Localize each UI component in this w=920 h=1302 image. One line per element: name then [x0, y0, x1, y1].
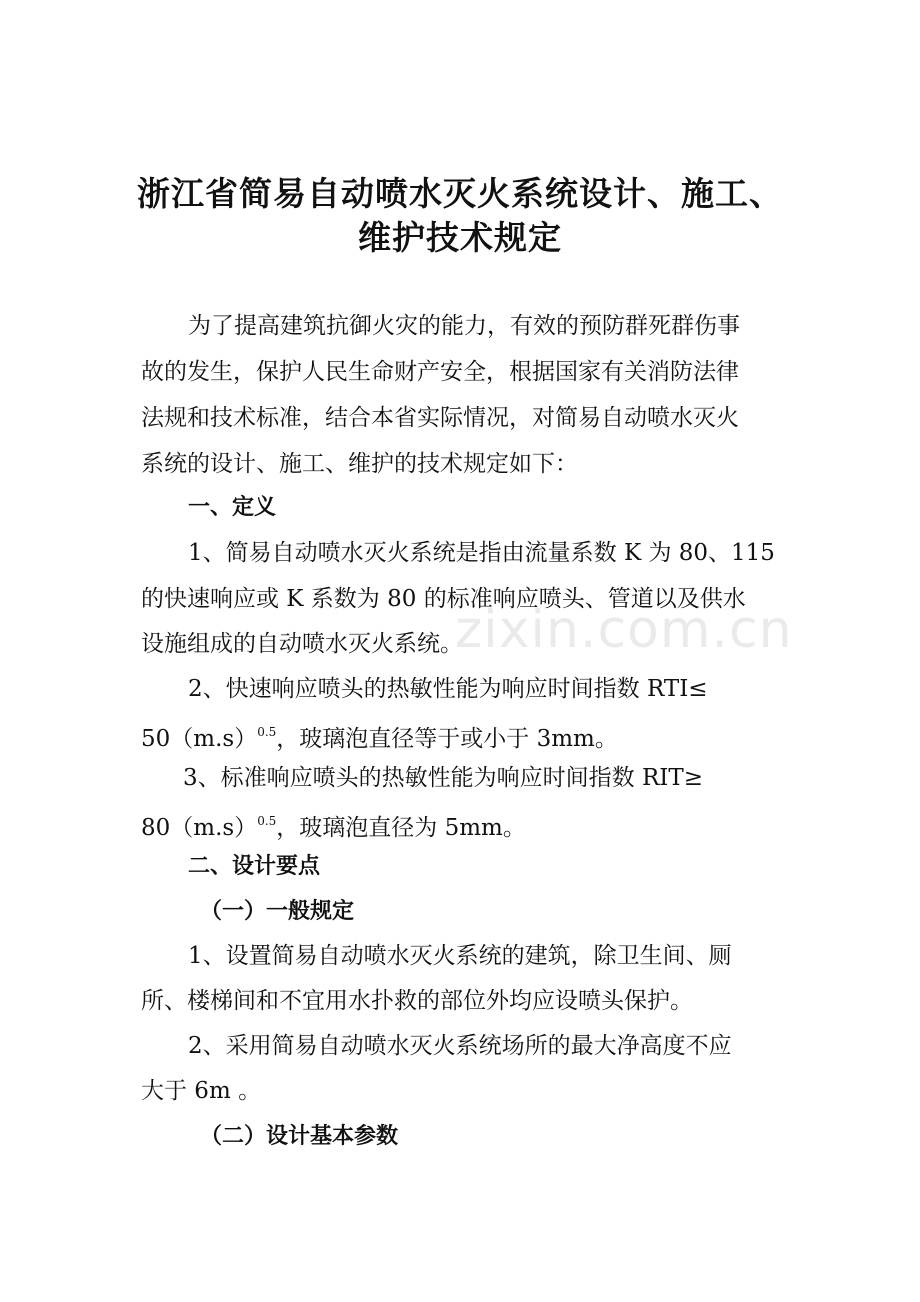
item2-remainder: ，玻璃泡直径等于或小于 3mm。	[276, 726, 618, 752]
general-item2-line1: 2、采用简易自动喷水灭火系统场所的最大净高度不应	[188, 1033, 732, 1059]
definition-item2-line2	[141, 717, 801, 754]
general-item2-line2: 大于 6m 。	[141, 1078, 262, 1104]
section2-heading: 二、设计要点	[188, 854, 321, 879]
definition-item1-line2: 的快速响应或 K 系数为 80 的标准响应喷头、管道以及供水	[141, 586, 746, 612]
item2-unit: 50（m.s）	[141, 726, 258, 752]
intro-line-2: 故的发生，保护人民生命财产安全，根据国家有关消防法律	[141, 359, 739, 385]
intro-line-3: 法规和技术标准，结合本省实际情况，对简易自动喷水灭火	[141, 405, 739, 431]
item2-exponent: 0.5	[257, 725, 277, 739]
definition-item2-line1: 2、快速响应喷头的热敏性能为响应时间指数 RTI≤	[188, 676, 708, 702]
definition-item3-line1: 3、标准响应喷头的热敏性能为响应时间指数 RIT≥	[183, 765, 703, 791]
subsection1-heading: （一）一般规定	[200, 899, 355, 924]
watermark: zixin.com.cn	[455, 600, 793, 660]
document-title-line1: 浙江省简易自动喷水灭火系统设计、施工、	[137, 174, 783, 213]
intro-line-4: 系统的设计、施工、维护的技术规定如下：	[141, 451, 578, 477]
subsection2-heading: （二）设计基本参数	[200, 1124, 399, 1149]
document-title-line2: 维护技术规定	[358, 218, 562, 257]
item3-exponent: 0.5	[257, 814, 277, 828]
item3-remainder: ，玻璃泡直径为 5mm。	[276, 815, 526, 841]
definition-item1-line3: 设施组成的自动喷水灭火系统。	[141, 631, 463, 657]
intro-line-1: 为了提高建筑抗御火灾的能力，有效的预防群死群伤事	[188, 313, 740, 339]
general-item1-line2: 所、楼梯间和不宜用水扑救的部位外均应设喷头保护。	[141, 988, 693, 1014]
definition-item3-line2	[141, 806, 801, 843]
section1-heading: 一、定义	[188, 495, 277, 520]
definition-item1-line1: 1、简易自动喷水灭火系统是指由流量系数 K 为 80、115	[188, 540, 775, 566]
general-item1-line1: 1、设置简易自动喷水灭火系统的建筑，除卫生间、厕	[188, 943, 732, 969]
item3-unit: 80（m.s）	[141, 815, 258, 841]
